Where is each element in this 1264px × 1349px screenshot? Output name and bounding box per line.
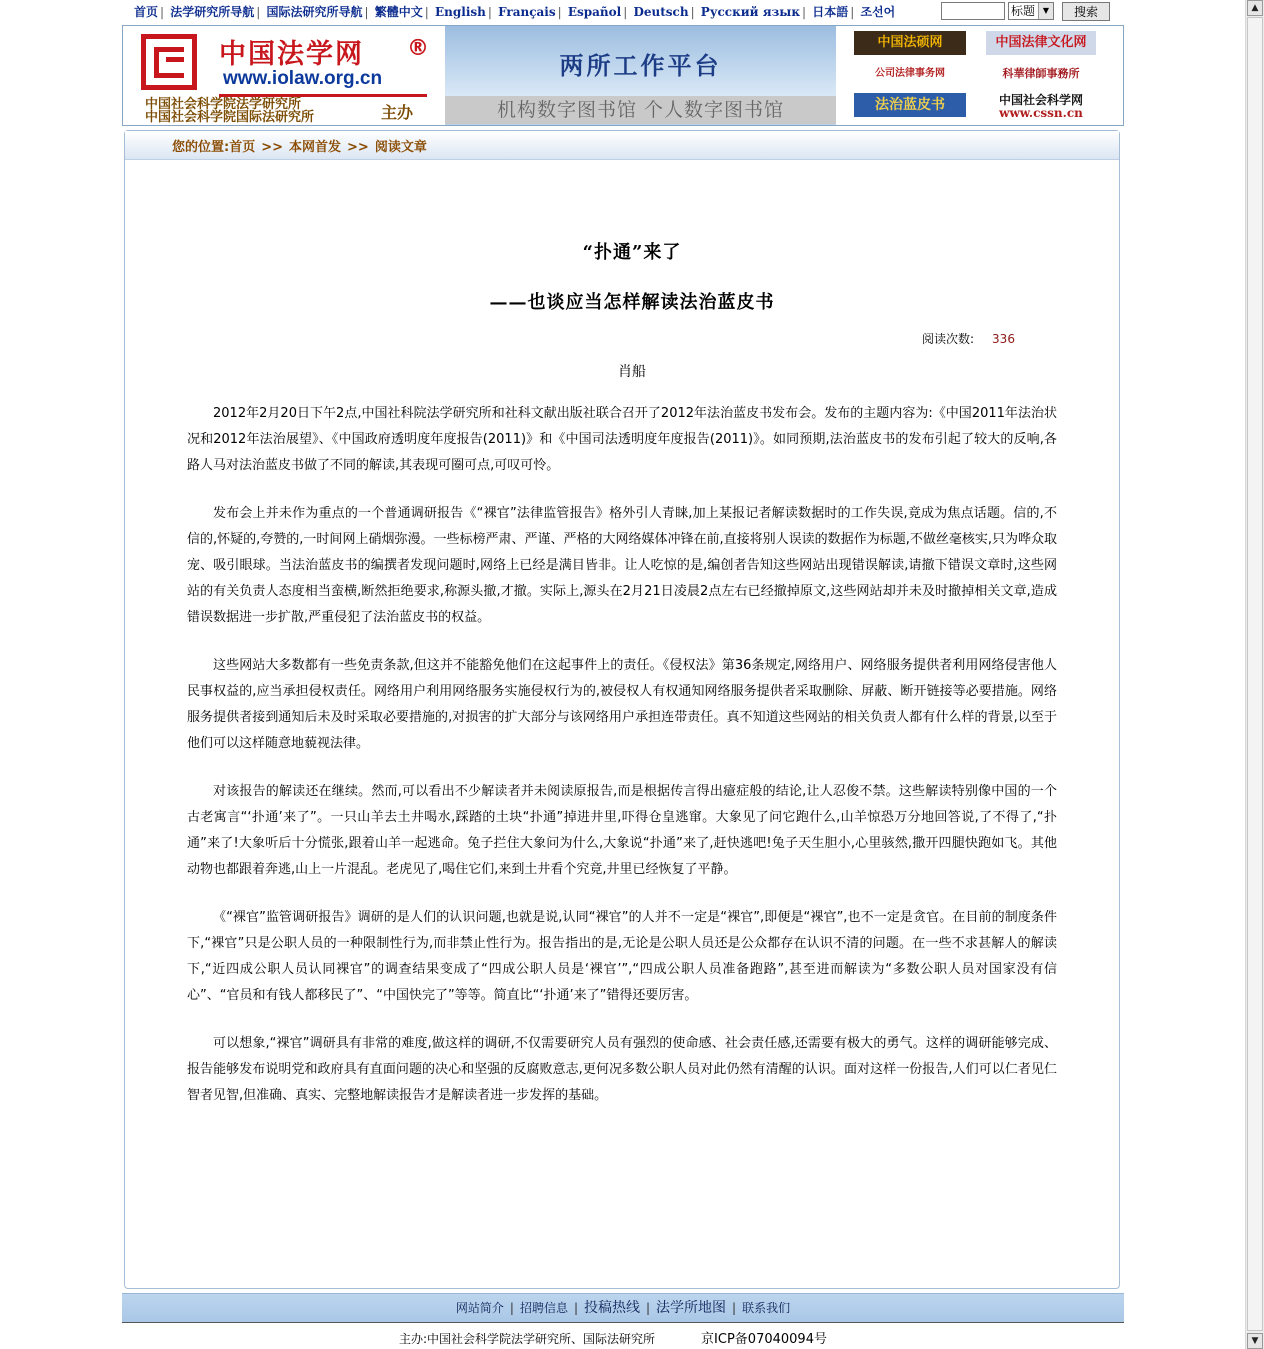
footer-link-map[interactable]: 法学所地图 [656, 1300, 727, 1316]
footer-sponsor: 主办:中国社会科学院法学研究所、国际法研究所 [399, 1332, 656, 1346]
footer-link-submissions[interactable]: 投稿热线 [584, 1300, 640, 1316]
registered-mark: ® [407, 36, 429, 61]
top-navigation: 首页 | 法学研究所导航 | 国际法研究所导航 | 繁體中文 | English | Français | Español | Deutsch | Русский язык | 日本語 | 조선어 [134, 5, 896, 19]
footer-info [399, 1328, 827, 1347]
breadcrumb-home[interactable]: 首页 [229, 140, 256, 155]
partner-link-law-culture[interactable]: 中国法律文化网 [986, 31, 1096, 55]
site-logo[interactable] [123, 26, 445, 125]
breadcrumb-prefix: 您的位置: [172, 140, 230, 155]
cssn-url: www.cssn.cn [999, 106, 1083, 120]
nav-link-spanish[interactable]: Español [567, 5, 622, 19]
platform-subtitle: 机构数字图书馆 个人数字图书馆 [445, 96, 836, 124]
search-input[interactable] [941, 2, 1005, 20]
article-paragraph: 发布会上并未作为重点的一个普通调研报告《“裸官”法律监管报告》格外引人青睐,加上某报记者解读数据时的工作失误,竟成为焦点话题。信的,不信的,怀疑的,夸赞的,一时间网上硝烟弥漫。一些标榜严肃、严谨、严格的大网络媒体冲锋在前,直接将别人误读的数据作为标题,不做丝毫核实,只为哗众取宠、吸引眼球。当法治蓝皮书的编撰者发现问题时,网络上已经是满目皆非。让人吃惊的是,编创者告知这些网站出现错误解读,请撤下错误文章时,这些网站的有关负责人态度相当蛮横,断然拒绝要求,称源头撤,才撤。实际上,源头在2月21日凌晨2点左右已经撤掉原文,这些网站却并未及时撤掉相关文章,造成错误数据进一步扩散,严重侵犯了法治蓝皮书的权益。 [187, 506, 1057, 625]
nav-link-intl-law-institute[interactable]: 国际法研究所导航 [266, 5, 363, 19]
nav-link-home[interactable]: 首页 [134, 5, 159, 19]
partner-link-company-law[interactable]: 公司法律事务网 [854, 62, 966, 86]
partner-link-bluebook[interactable]: 法治蓝皮书 [854, 93, 966, 117]
search-field-select[interactable] [1008, 2, 1054, 20]
sponsor-line-1: 中国社会科学院法学研究所 [145, 97, 302, 112]
breadcrumb-section[interactable]: 本网首发 [289, 140, 342, 155]
footer-link-contact[interactable]: 联系我们 [742, 1301, 791, 1315]
footer-link-jobs[interactable]: 招聘信息 [519, 1301, 568, 1315]
article-author: 肖船 [618, 364, 646, 380]
article-paragraph: 2012年2月20日下午2点,中国社科院法学研究所和社科文献出版社联合召开了2012年法治蓝皮书发布会。发布的主题内容为:《中国2011年法治状况和2012年法治展望》、《中国政府透明度年度报告(2011)》和《中国司法透明度年度报告(2011)》。如同预期,法治蓝皮书的发布引起了较大的反响,各路人马对法治蓝皮书做了不同的解读,其表现可圈可点,可叹可怜。 [187, 406, 1057, 473]
footer-divider [122, 1322, 1124, 1323]
nav-link-traditional-chinese[interactable]: 繁體中文 [374, 5, 423, 19]
breadcrumb-bar [125, 131, 1119, 160]
cssn-name: 中国社会科学网 [998, 93, 1083, 107]
partner-links [836, 26, 1123, 125]
logo-url: www.iolaw.org.cn [223, 68, 383, 89]
search-field-selected: 标题 [1011, 4, 1036, 18]
vertical-scrollbar[interactable] [1245, 0, 1264, 1349]
logo-title: 中国法学网 [219, 39, 364, 70]
partner-link-cssn[interactable] [986, 93, 1096, 120]
search-button[interactable]: 搜索 [1062, 2, 1110, 21]
scrollbar-thumb[interactable] [1247, 17, 1263, 1331]
article-title: “扑通”来了 [582, 242, 682, 263]
nav-link-japanese[interactable]: 日本語 [812, 5, 849, 19]
sponsor-suffix: 主办 [381, 103, 414, 122]
footer-links: 网站简介 | 招聘信息 | 投稿热线 | 法学所地图 | 联系我们 [122, 1293, 1124, 1322]
platform-title: 两所工作平台 [559, 51, 722, 80]
partner-link-kehua-law-firm[interactable]: 科華律師事務所 [986, 62, 1096, 86]
nav-link-russian[interactable]: Русский язык [700, 5, 800, 19]
article-paragraph: 这些网站大多数都有一些免责条款,但这并不能豁免他们在这起事件上的责任。《侵权法》第36条规定,网络用户、网络服务提供者利用网络侵害他人民事权益的,应当承担侵权责任。网络用户利用网络服务实施侵权行为的,被侵权人有权通知网络服务提供者采取删除、屏蔽、断开链接等必要措施。网络服务提供者接到通知后未及时采取必要措施的,对损害的扩大部分与该网络用户承担连带责任。真不知道这些网站的相关负责人都有什么样的背景,以至于他们可以这样随意地藐视法律。 [187, 658, 1057, 751]
logo-sponsors [145, 98, 314, 124]
platform-banner[interactable] [445, 26, 836, 125]
partner-link-fashuo[interactable]: 中国法硕网 [854, 31, 966, 55]
scroll-up-icon[interactable]: ▲ [1247, 0, 1263, 16]
nav-link-english[interactable]: English [435, 5, 486, 19]
article-paragraph: 可以想象,“裸官”调研具有非常的难度,做这样的调研,不仅需要研究人员有强烈的使命感、社会责任感,还需要有极大的勇气。这样的调研能够完成、报告能够发布说明党和政府具有直面问题的决心和坚强的反腐败意志,更何况多数公职人员对此仍然有清醒的认识。面对这样一份报告,人们可以仁者见仁智者见智,但准确、真实、完整地解读报告才是解读者进一步发挥的基础。 [187, 1036, 1058, 1103]
breadcrumb-current: 阅读文章 [374, 140, 427, 155]
read-count [922, 330, 1015, 347]
read-count-value: 336 [992, 332, 1015, 346]
article-body [187, 401, 1057, 1131]
sponsor-line-2: 中国社会科学院国际法研究所 [145, 110, 315, 125]
footer-icp[interactable]: 京ICP备07040094号 [701, 1332, 827, 1347]
breadcrumb [172, 136, 427, 155]
footer-link-about[interactable]: 网站简介 [455, 1301, 504, 1315]
logo-seal-icon [141, 34, 197, 90]
article-paragraph: 《“裸官”监管调研报告》调研的是人们的认识问题,也就是说,认同“裸官”的人并不一定是“裸官”,即便是“裸官”,也不一定是贪官。在目前的制度条件下,“裸官”只是公职人员的一种限制性行为,而非禁止性行为。报告指出的是,无论是公职人员还是公众都存在认识不清的问题。在一些不求甚解人的解读下,“近四成公职人员认同裸官”的调查结果变成了“四成公职人员是‘裸官’”,“四成公职人员准备跑路”,甚至进而解读为“多数公职人员对国家没有信心”、“官员和有钱人都移民了”、“中国快完了”等等。简直比“‘扑通’来了”错得还要厉害。 [187, 910, 1057, 1003]
breadcrumb-arrow: >> [347, 140, 369, 155]
article-paragraph: 对该报告的解读还在继续。然而,可以看出不少解读者并未阅读原报告,而是根据传言得出癔症般的结论,让人忍俊不禁。这些解读特别像中国的一个古老寓言“‘扑通’来了”。一只山羊去土井喝水,踩踏的土块“扑通”掉进井里,吓得仓皇逃窜。大象见了问它跑什么,山羊惊恐万分地回答说,了不得了,“扑通”来了!大象听后十分慌张,跟着山羊一起逃命。兔子拦住大象问为什么,大象说“扑通”来了,赶快逃吧!兔子天生胆小,心里骇然,撒开四腿快跑如飞。其他动物也都跟着奔逃,山上一片混乱。老虎见了,喝住它们,来到土井看个究竟,井里已经恢复了平静。 [187, 784, 1057, 877]
scroll-down-icon[interactable]: ▼ [1247, 1333, 1263, 1349]
nav-link-law-institute[interactable]: 法学研究所导航 [170, 5, 255, 19]
nav-link-korean[interactable]: 조선어 [860, 5, 896, 19]
site-banner [122, 25, 1124, 126]
nav-link-french[interactable]: Français [498, 5, 556, 19]
read-count-label: 阅读次数: [922, 332, 975, 346]
chevron-down-icon[interactable]: ▼ [1038, 3, 1053, 19]
article-subtitle: ——也谈应当怎样解读法治蓝皮书 [489, 292, 775, 313]
breadcrumb-arrow: >> [261, 140, 284, 155]
nav-link-german[interactable]: Deutsch [633, 5, 689, 19]
